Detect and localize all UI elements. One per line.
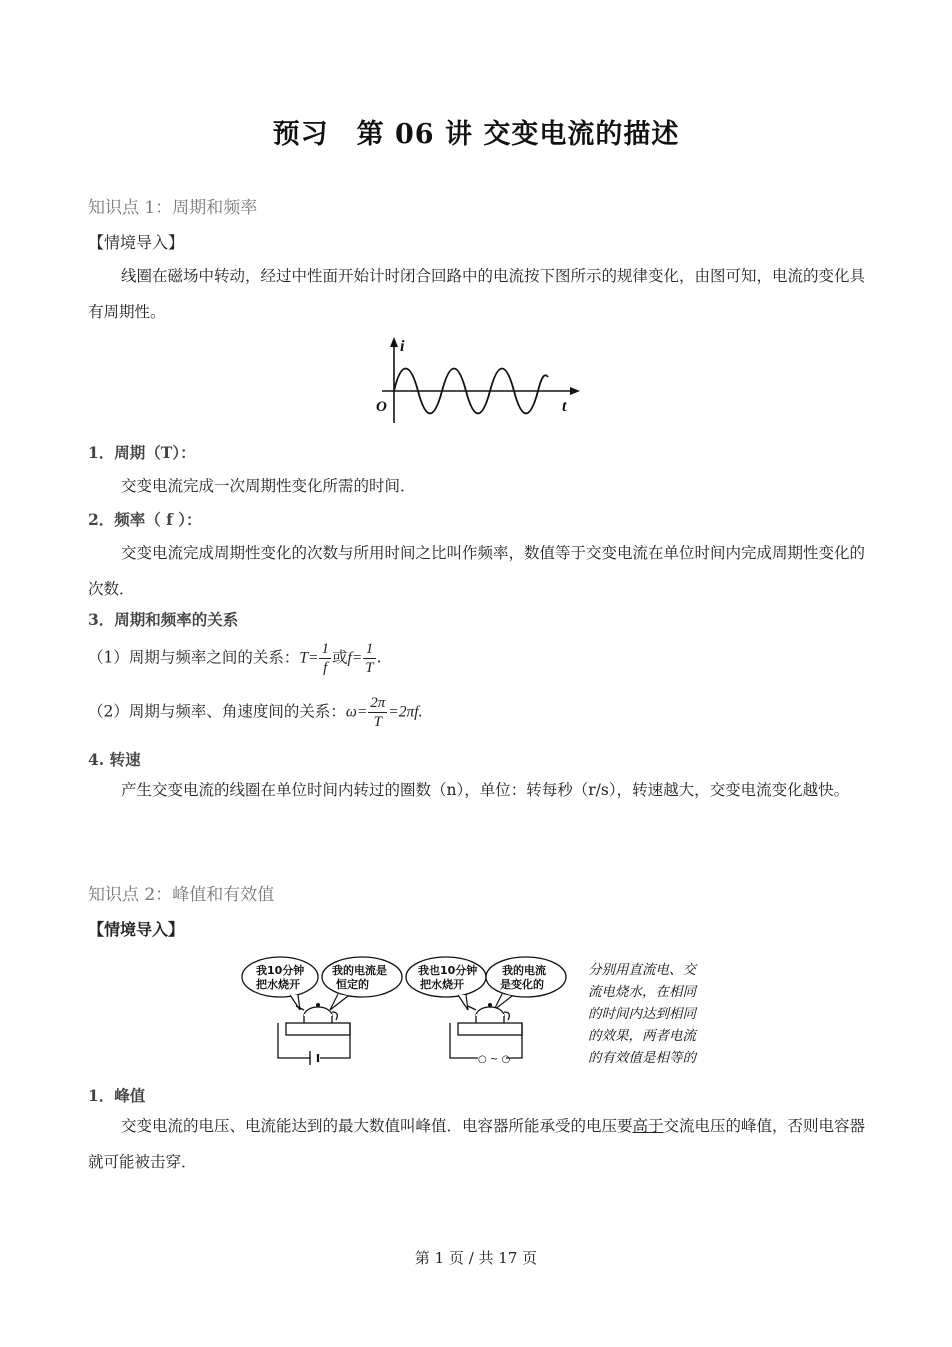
- bubble-4-line2: 是变化的: [500, 978, 544, 991]
- speed-heading: 4. 转速: [88, 750, 141, 769]
- kettle-left: [296, 1003, 337, 1025]
- relation-heading: 3．周期和频率的关系: [88, 610, 239, 629]
- page-footer: 第 1 页 / 共 17 页: [414, 1249, 538, 1267]
- bubble-3-line2: 把水烧开: [420, 978, 464, 991]
- speech-bubble-2: [322, 957, 402, 997]
- intro-paragraph-kp1: 线圈在磁场中转动，经过中性面开始计时闭合回路中的电流按下图所示的规律变化，由图可知，电流的变化具有周期性。: [88, 267, 866, 321]
- period-paragraph: 交变电流完成一次周期性变化所需的时间．: [121, 477, 416, 495]
- kettle-illustration: [238, 950, 718, 1070]
- frequency-heading: 2．频率（ f ）：: [88, 510, 202, 529]
- bubble-1-line1: 我10分钟: [256, 964, 305, 977]
- speed-paragraph: 产生交变电流的线圈在单位时间内转过的圈数（n），单位：转每秒（r/s），转速越大，交变电流变化越快。: [121, 781, 850, 799]
- speech-bubble-4: [486, 957, 566, 997]
- bubble-3-line1: 我也10分钟: [418, 964, 478, 977]
- section-heading-kp1: 知识点 1：周期和频率: [88, 198, 258, 218]
- bubble-2-line1: 我的电流是: [332, 964, 387, 977]
- relation-formula-1: （1）周期与频率之间的关系：T= $\frac{1}{f}$ 或f= $\frac{1}{T}$ .: [88, 641, 382, 676]
- speech-bubble-1: [242, 957, 318, 997]
- peak-paragraph: 交变电流的电压、电流能达到的最大数值叫峰值．电容器所能承受的电压要高于交流电压的峰值，否则电容器就可能被击穿．: [88, 1117, 866, 1171]
- bubble-1-line2: 把水烧开: [256, 978, 300, 991]
- underlined-term: 高于: [632, 1117, 664, 1135]
- bubble-tail-3: [458, 995, 468, 1010]
- note-line-5: 的有效值是相等的: [588, 1050, 696, 1066]
- page-title: 预习 第 06 讲 交变电流的描述: [272, 119, 680, 150]
- bubble-2-line2: 恒定的: [336, 978, 369, 991]
- relation-formula-2: （2）周期与频率、角速度间的关系：ω= $\frac{2\pi}{T}$ =2πf.: [88, 695, 423, 730]
- note-line-2: 流电烧水，在相同: [588, 984, 696, 1000]
- frequency-paragraph: 交变电流完成周期性变化的次数与所用时间之比叫作频率，数值等于交变电流在单位时间内完成周期性变化的次数．: [88, 544, 866, 598]
- intro-label-kp1: 【情境导入】: [88, 233, 185, 252]
- note-line-1: 分别用直流电、交: [588, 962, 696, 978]
- bubble-4-line1: 我的电流: [502, 964, 546, 977]
- stove-right: [458, 1023, 522, 1035]
- graph-x-label: t: [562, 398, 567, 415]
- y-axis-arrow-icon: [390, 337, 398, 347]
- ac-source-symbol: ○ ~ ○: [478, 1054, 511, 1065]
- intro-label-kp2: 【情境导入】: [88, 920, 185, 939]
- graph-origin-label: O: [376, 399, 387, 415]
- kettle-right: [468, 1003, 509, 1025]
- peak-heading: 1．峰值: [88, 1086, 146, 1105]
- note-line-3: 的时间内达到相同: [588, 1006, 696, 1022]
- stove-left: [286, 1023, 350, 1035]
- bubble-tail-2: [330, 994, 348, 1010]
- x-axis-arrow-icon: [570, 387, 580, 395]
- section-heading-kp2: 知识点 2：峰值和有效值: [88, 885, 275, 905]
- sine-wave-graph: [370, 335, 585, 427]
- graph-y-label: i: [400, 338, 405, 355]
- period-heading: 1．周期（T）：: [88, 443, 196, 462]
- note-line-4: 的效果，两者电流: [588, 1028, 696, 1044]
- speech-bubble-3: [406, 957, 486, 997]
